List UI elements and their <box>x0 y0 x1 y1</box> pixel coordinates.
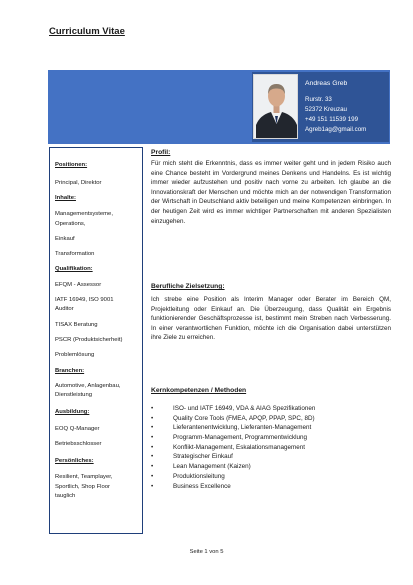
sidebar-item: EOQ Q-Manager <box>55 426 100 432</box>
list-item <box>151 423 391 433</box>
sidebar-item: PSCR (Produktsicherheit) <box>55 337 123 343</box>
list-item <box>151 462 391 472</box>
sidebar-item: TISAX Beratung <box>55 322 98 328</box>
bullet-icon: • <box>151 463 154 471</box>
skill-text: ISO- und IATF 16949, VDA & AIAG Spezifikationen <box>173 405 316 412</box>
goal-text: Ich strebe eine Position als Interim Manager oder Berater im Bereich QM, Projektleitung oder Einkauf an. Die Überzeugung, dass Qualität ein Ergebnis funktionierender Geschäftsprozesse ist, bestimmt mein Streben nach Verbesserung. In einer verantwortlichen Funktion, möchte ich die Organisation dabei unterstützen ihre Ziele zu erreichen. <box>151 296 391 342</box>
bullet-icon: • <box>151 443 154 451</box>
bullet-icon: • <box>151 405 154 412</box>
contact-street: Rurstr. 33 <box>305 96 332 103</box>
sidebar-item: Betriebsschlosser <box>55 441 102 447</box>
skill-text: Lieferantenentwicklung, Lieferanten-Management <box>173 424 312 432</box>
skill-text: Quality Core Tools (FMEA, APQP, PPAP, SPC, 8D) <box>173 414 315 422</box>
bullet-icon: • <box>151 453 154 461</box>
sidebar-heading-inhalte: Inhalte: <box>55 195 76 201</box>
list-item <box>151 414 391 424</box>
portrait-image <box>254 75 298 139</box>
sidebar-item: Dienstleistung <box>55 392 93 398</box>
list-item <box>151 472 391 482</box>
list-item <box>151 452 391 462</box>
skill-text: Konflikt-Management, Eskalationsmanagement <box>173 443 305 451</box>
list-item <box>151 404 391 414</box>
skill-text: Lean Management (Kaizen) <box>173 463 251 471</box>
list-item <box>151 433 391 443</box>
sidebar-item: tauglich <box>55 493 76 499</box>
sidebar-item: Problemlösung <box>55 352 95 358</box>
skill-text: Strategischer Einkauf <box>173 453 233 461</box>
sidebar-item: Sportlich, Shop Floor <box>55 484 111 490</box>
skills-heading: Kernkompetenzen / Methoden <box>151 387 247 394</box>
goal-heading: Berufliche Zielsetzung: <box>151 283 225 290</box>
contact-phone[interactable]: +49 151 11539 199 <box>305 116 359 123</box>
sidebar-heading-qualifikation: Qualifikation: <box>55 266 93 272</box>
sidebar-heading-ausbildung: Ausbildung: <box>55 409 90 415</box>
sidebar-item: Resilient, Teamplayer, <box>55 474 113 480</box>
skill-text: Programm-Management, Programmentwicklung <box>173 434 308 442</box>
contact-email[interactable]: Agreb1ag@gmail.com <box>305 126 367 133</box>
sidebar-item: Transformation <box>55 251 95 257</box>
list-item <box>151 443 391 453</box>
sidebar-item: Managementsysteme, <box>55 211 113 217</box>
contact-name: Andreas Greb <box>305 80 348 87</box>
page-footer: Seite 1 von 5 <box>189 549 224 555</box>
bullet-icon: • <box>151 434 154 442</box>
bullet-icon: • <box>151 472 154 480</box>
sidebar-item: Operations, <box>55 221 86 227</box>
sidebar-heading-branchen: Branchen: <box>55 368 85 374</box>
contact-info <box>305 79 389 135</box>
skill-text: Produktionsleitung <box>173 472 225 480</box>
sidebar-heading-persoenliches: Persönliches: <box>55 458 94 464</box>
bullet-icon: • <box>151 482 154 490</box>
sidebar-item: EFQM - Assessor <box>55 282 102 288</box>
profile-photo <box>253 74 298 139</box>
list-item <box>151 482 391 492</box>
contact-city: 52372 Kreuzau <box>305 106 347 113</box>
sidebar-item: Auditor <box>55 306 74 312</box>
sidebar-item: Einkauf <box>55 236 75 242</box>
bullet-icon: • <box>151 414 154 422</box>
sidebar-heading-positionen: Positionen: <box>55 162 88 168</box>
sidebar-item: Principal, Direktor <box>55 180 102 186</box>
profile-heading: Profil: <box>151 149 171 156</box>
skill-text: Business Excellence <box>173 482 231 490</box>
sidebar-item: IATF 16949, ISO 9001 <box>55 297 114 303</box>
profile-text: Für mich steht die Erkenntnis, dass es immer weiter geht und in jedem Risiko auch eine Chance besteht im Vordergrund meines Denkens und Handelns. Es ist wichtig immer wieder aufzustehen und positiv nach vorne zu arbeiten. Ich glaube an die Innovationskraft der Menschen und möchte mich an der notwendigen Transformation der Wirtschaft in Deutschland aktiv beteiligen und meine Kompetenzen einbringen. In der heutigen Zeit wird es immer wichtiger Partnerschaften mit anderen Spezialisten einzugehen. <box>151 160 391 225</box>
sidebar-item: Automotive, Anlagenbau, <box>55 383 121 389</box>
bullet-icon: • <box>151 424 154 432</box>
skills-list <box>151 404 391 491</box>
cv-title: Curriculum Vitae <box>49 26 125 37</box>
